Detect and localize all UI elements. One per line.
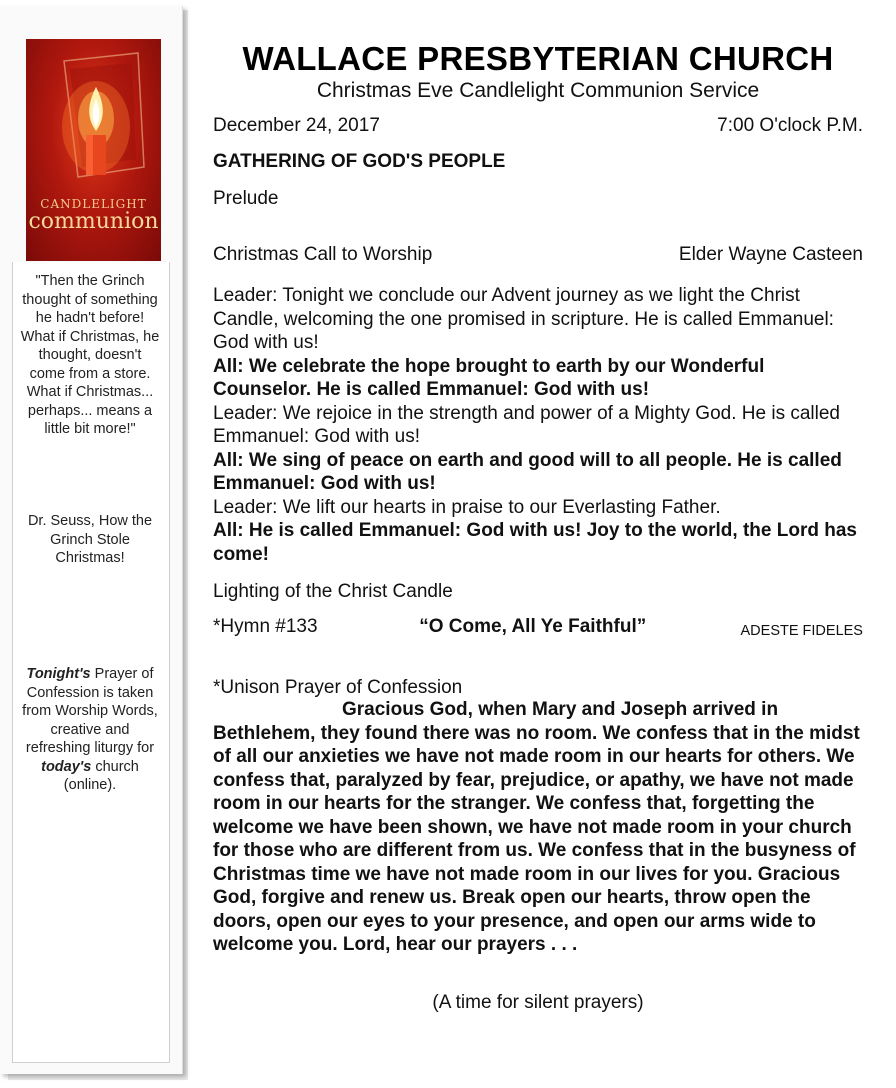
service-time: 7:00 O'clock P.M. <box>717 115 863 136</box>
prayer-note-tonight: Tonight's <box>26 666 91 682</box>
service-name: Christmas Eve Candlelight Communion Service <box>316 79 760 102</box>
prayer-note-text-1: Prayer of Confession is taken from Worship Words, creative and refreshing liturgy for <box>22 666 158 756</box>
hymn-number: *Hymn #133 <box>213 616 318 637</box>
section-heading: GATHERING OF GOD'S PEOPLE <box>213 151 506 172</box>
prayer-text: Gracious God, when Mary and Joseph arrived in Bethlehem, they found there was no room. We confess that in the midst of all our anxieties we have not made room in our hearts for others. We confess that, paralyzed by fear, prejudice, or apathy, we have not made room in our hearts for the stranger. We confess that, forgetting the welcome we have been shown, we have not made room in your church for those who are different from us. We confess that in the busyness of Christmas time we have not made room in our lives for you. Gracious God, forgive and renew us. Break open our hearts, throw open the doors, open our eyes to your presence, and open our arms wide to welcome you. Lord, hear our prayers . . . <box>213 699 860 955</box>
call-to-worship-row <box>213 243 863 267</box>
candle-lighting: Lighting of the Christ Candle <box>213 581 453 602</box>
grinch-quote: "Then the Grinch thought of something he hadn't before! What if Christmas, he thought, doesn't come from a store. What if Christmas... perhaps... means a little bit more!" <box>20 273 160 437</box>
litany-line: All: He is called Emmanuel: God with us! Joy to the world, the Lord has come! <box>213 520 857 565</box>
silent-prayer-note: (A time for silent prayers) <box>432 992 644 1013</box>
prayer-heading: *Unison Prayer of Confession <box>213 677 463 698</box>
litany-line: All: We celebrate the hope brought to earth by our Wonderful Counselor. He is called Emmanuel: God with us! <box>213 355 765 400</box>
cover-title-line-1: CANDLELIGHT <box>40 197 147 211</box>
quote-attribution: Dr. Seuss, How the Grinch Stole Christmas! <box>27 513 153 566</box>
cover-title-line-2: communion <box>28 209 159 234</box>
date-time-row <box>213 114 863 138</box>
hymn-row <box>213 615 863 643</box>
prayer-note-text-2: church (online). <box>63 758 139 793</box>
prayer-note-today: today's <box>41 758 92 775</box>
call-to-worship: Christmas Call to Worship <box>213 244 433 265</box>
service-date: December 24, 2017 <box>213 115 380 136</box>
call-leader: Elder Wayne Casteen <box>678 244 863 265</box>
candlelight-communion-cover-image <box>26 39 161 261</box>
litany-line: Leader: We rejoice in the strength and power of a Mighty God. He is called Emmanuel: God with us! <box>213 402 840 447</box>
hymn-tune: ADESTE FIDELES <box>740 623 863 639</box>
prelude: Prelude <box>213 188 279 209</box>
hymn-title: “O Come, All Ye Faithful” <box>419 616 647 637</box>
litany-line: All: We sing of peace on earth and good will to all people. He is called Emmanuel: God with us! <box>213 449 842 494</box>
prayer-source-note <box>20 665 160 795</box>
call-to-worship-litany <box>213 284 863 566</box>
church-name: WALLACE PRESBYTERIAN CHURCH <box>242 40 834 77</box>
prayer-of-confession <box>213 698 863 957</box>
litany-line: Leader: We lift our hearts in praise to our Everlasting Father. <box>213 496 721 518</box>
litany-line: Leader: Tonight we conclude our Advent journey as we light the Christ Candle, welcoming the one promised in scripture. He is called Emmanuel: God with us! <box>213 285 834 353</box>
